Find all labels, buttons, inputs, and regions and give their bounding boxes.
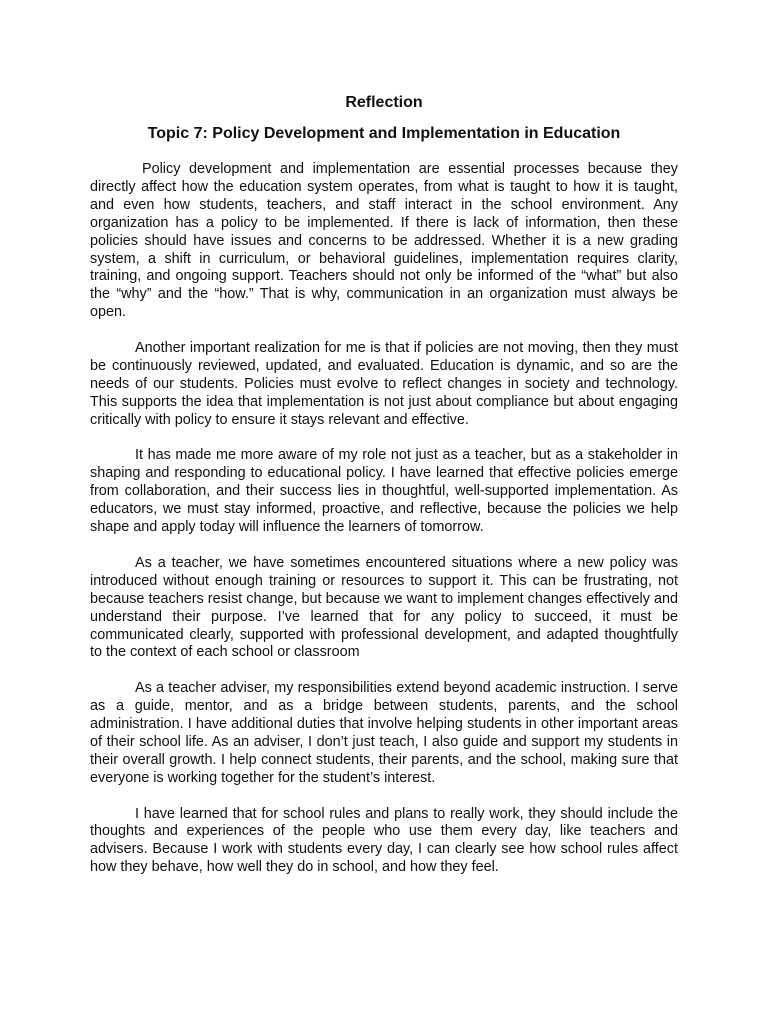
paragraph-4: As a teacher, we have sometimes encountered situations where a new policy was introduced without enough training or resources to support it. This can be frustrating, not because teachers resist change, but because we want to implement changes effectively and understand their purpose. I’ve learned that for any policy to succeed, it must be communicated clearly, supported with professional development, and adapted thoughtfully to the context of each school or classroom	[90, 554, 678, 661]
paragraph-1: Policy development and implementation are essential processes because they directly affect how the education system operates, from what is taught to how it is taught, and even how students, teachers, and staff interact in the school environment. Any organization has a policy to be implemented. If there is lack of information, then these policies should have issues and concerns to be addressed. Whether it is a new grading system, a shift in curriculum, or behavioral guidelines, implementation requires clarity, training, and ongoing support. Teachers should not only be informed of the “what” but also the “why” and the “how.” That is why, communication in an organization must always be open.	[90, 161, 678, 321]
paragraph-6: I have learned that for school rules and plans to really work, they should include the thoughts and experiences of the people who use them every day, like teachers and advisers. Because I work with students every day, I can clearly see how school rules affect how they behave, how well they do in school, and how they feel.	[90, 805, 678, 876]
document-heading: Reflection	[345, 94, 423, 111]
paragraph-5: As a teacher adviser, my responsibilities extend beyond academic instruction. I serve as a guide, mentor, and as a bridge between students, parents, and the school administration. I have additional duties that involve helping students in other important areas of their school life. As an adviser, I don’t just teach, I also guide and support my students in their overall growth. I help connect students, their parents, and the school, making sure that everyone is working together for the student’s interest.	[90, 680, 678, 786]
document-page	[90, 92, 678, 895]
topic-title: Topic 7: Policy Development and Implementation in Education	[147, 125, 621, 142]
paragraph-3: It has made me more aware of my role not just as a teacher, but as a stakeholder in shaping and responding to educational policy. I have learned that effective policies emerge from collaboration, and their success lies in thoughtful, well-supported implementation. As educators, we must stay informed, proactive, and reflective, because the policies we help shape and apply today will influence the learners of tomorrow.	[90, 447, 678, 536]
paragraph-2: Another important realization for me is that if policies are not moving, then they must be continuously reviewed, updated, and evaluated. Education is dynamic, and so are the needs of our students. Policies must evolve to reflect changes in society and technology. This supports the idea that implementation is not just about compliance but about engaging critically with policy to ensure it stays relevant and effective.	[90, 340, 678, 428]
